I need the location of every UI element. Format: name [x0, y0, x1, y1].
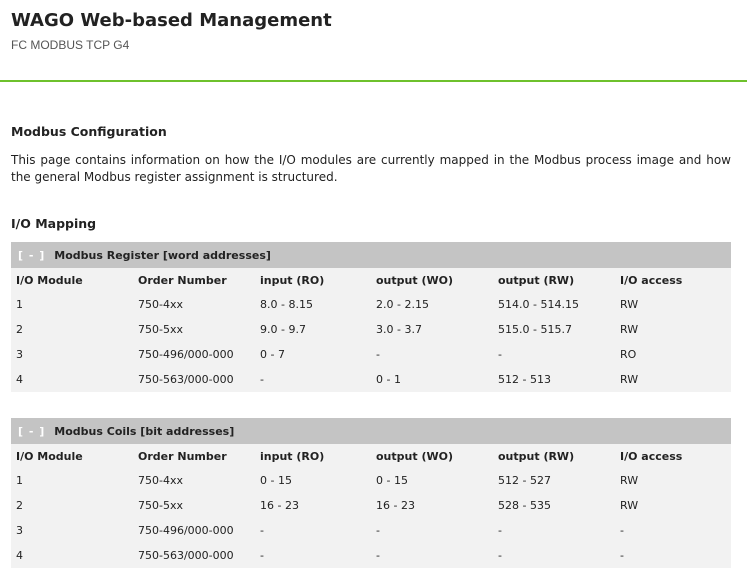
table-row: [11, 518, 731, 543]
table-cell: 8.0 - 8.15: [260, 298, 313, 311]
column-header: Order Number: [138, 273, 227, 287]
column-header: output (WO): [376, 449, 453, 463]
table-cell: -: [260, 524, 264, 537]
table-cell: -: [498, 549, 502, 562]
column-header: output (RW): [498, 273, 575, 287]
table-cell: 9.0 - 9.7: [260, 323, 306, 336]
section-title-modbus-configuration: Modbus Configuration: [11, 124, 167, 139]
table-cell: RW: [620, 373, 639, 386]
table-cell: 0 - 15: [260, 474, 292, 487]
column-header: output (RW): [498, 449, 575, 463]
table-cell: -: [376, 524, 380, 537]
table-cell: 514.0 - 514.15: [498, 298, 579, 311]
table-cell: 750-563/000-000: [138, 373, 234, 386]
column-header: I/O access: [620, 449, 683, 463]
table-cell: 750-563/000-000: [138, 549, 234, 562]
table-row: [11, 367, 731, 392]
table-cell: 1: [16, 298, 23, 311]
table-cell: 3.0 - 3.7: [376, 323, 422, 336]
modbus-register-panel: [11, 242, 731, 392]
column-header: I/O Module: [16, 449, 83, 463]
table-cell: 750-496/000-000: [138, 524, 234, 537]
table-cell: 750-5xx: [138, 323, 183, 336]
panel-title-coils: Modbus Coils [bit addresses]: [54, 424, 235, 438]
table-row: [11, 468, 731, 493]
table-cell: -: [376, 348, 380, 361]
modbus-coils-panel-header: [11, 418, 731, 444]
table-cell: RW: [620, 323, 639, 336]
table-cell: 512 - 513: [498, 373, 551, 386]
modbus-register-panel-header: [11, 242, 731, 268]
table-cell: 16 - 23: [376, 499, 415, 512]
section-title-io-mapping: I/O Mapping: [11, 216, 97, 231]
table-cell: 515.0 - 515.7: [498, 323, 572, 336]
table-cell: 0 - 7: [260, 348, 285, 361]
table-cell: 2.0 - 2.15: [376, 298, 429, 311]
table-row: [11, 292, 731, 317]
table-row: [11, 543, 731, 568]
table-cell: 3: [16, 524, 23, 537]
table-cell: 0 - 1: [376, 373, 401, 386]
table-cell: 1: [16, 474, 23, 487]
column-header: I/O Module: [16, 273, 83, 287]
collapse-toggle-register[interactable]: [ - ]: [18, 248, 46, 262]
table-cell: 750-496/000-000: [138, 348, 234, 361]
table-cell: RW: [620, 298, 639, 311]
table-row: [11, 317, 731, 342]
collapse-toggle-coils[interactable]: [ - ]: [18, 424, 46, 438]
table-header-row: [11, 268, 731, 292]
column-header: Order Number: [138, 449, 227, 463]
table-cell: 528 - 535: [498, 499, 551, 512]
table-cell: -: [260, 373, 264, 386]
device-name: FC MODBUS TCP G4: [11, 38, 130, 52]
table-header-row: [11, 444, 731, 468]
table-cell: -: [260, 549, 264, 562]
column-header: I/O access: [620, 273, 683, 287]
table-cell: 2: [16, 499, 23, 512]
table-cell: -: [498, 524, 502, 537]
table-cell: 2: [16, 323, 23, 336]
table-cell: 750-4xx: [138, 298, 183, 311]
table-cell: -: [498, 348, 502, 361]
table-cell: -: [620, 524, 624, 537]
table-cell: RO: [620, 348, 637, 361]
column-header: output (WO): [376, 273, 453, 287]
table-row: [11, 493, 731, 518]
modbus-coils-table: [11, 444, 731, 568]
table-cell: 4: [16, 373, 23, 386]
table-cell: 3: [16, 348, 23, 361]
table-cell: -: [376, 549, 380, 562]
table-cell: 512 - 527: [498, 474, 551, 487]
table-cell: 0 - 15: [376, 474, 408, 487]
page-header: [0, 0, 747, 82]
column-header: input (RO): [260, 449, 325, 463]
page-description: This page contains information on how the I/O modules are currently mapped in the Modbus process image and how the general Modbus register assignment is structured.: [11, 153, 731, 184]
panel-title-register: Modbus Register [word addresses]: [54, 248, 271, 262]
table-cell: 750-5xx: [138, 499, 183, 512]
table-cell: 750-4xx: [138, 474, 183, 487]
modbus-register-table: [11, 268, 731, 392]
table-cell: 16 - 23: [260, 499, 299, 512]
app-title: WAGO Web-based Management: [11, 10, 332, 31]
table-cell: RW: [620, 474, 639, 487]
table-cell: 4: [16, 549, 23, 562]
table-row: [11, 342, 731, 367]
modbus-coils-panel: [11, 418, 731, 568]
table-cell: RW: [620, 499, 639, 512]
column-header: input (RO): [260, 273, 325, 287]
table-cell: -: [620, 549, 624, 562]
